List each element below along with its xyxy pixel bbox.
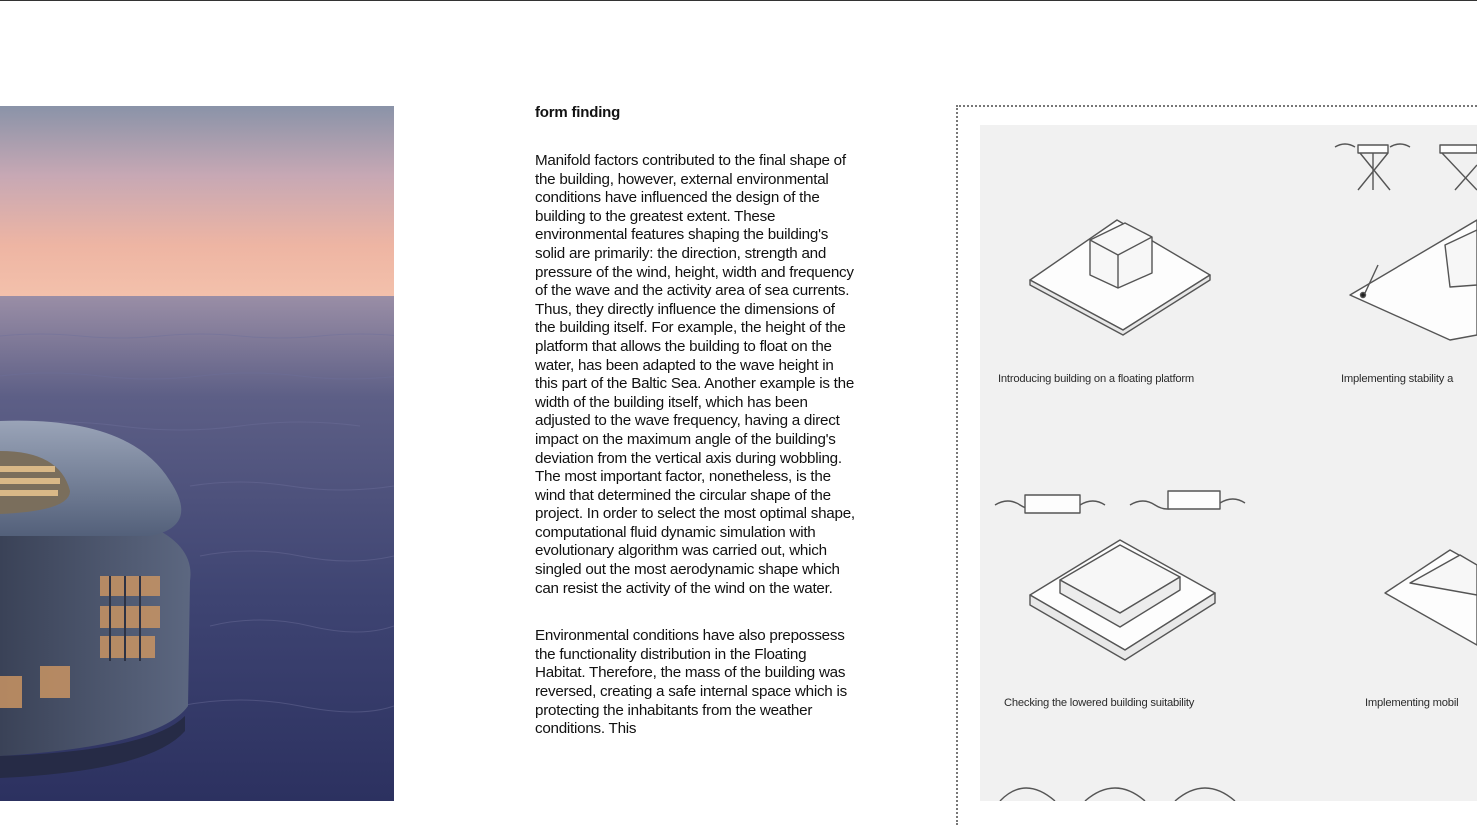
paragraph-2: Environmental conditions have also prepossess the functionality distribution in the Floating Habitat. Therefore, the mass of the building was reversed, creating a safe internal space which is protecting the inhabitants from the weather conditions. This: [535, 627, 847, 738]
floating-habitat-render: [0, 106, 394, 801]
caption-floating-platform: Introducing building on a floating platform: [998, 373, 1195, 385]
diagram-floating-platform: [1030, 220, 1210, 335]
top-rule: [0, 0, 1477, 1]
caption-lowered-building: Checking the lowered building suitability: [1004, 697, 1195, 709]
diagram-lowered-building: [995, 491, 1245, 660]
diagram-mobility: [1385, 550, 1477, 645]
caption-stability: Implementing stability a: [1341, 373, 1454, 385]
caption-mobility: Implementing mobil: [1365, 697, 1459, 709]
paragraph-1: Manifold factors contributed to the final shape of the building, however, external environmental conditions have influenced the design of the building to the greatest extent. These environmental features shaping the building's solid are primarily: the direction, strength and pressure of the wind, height, width and frequency of the wave and the activity area of sea currents. Thus, they directly influence the dimensions of the building itself. For example, the height of the platform that allows the building to float on the water, has been adapted to the wave height in this part of the Baltic Sea. Another example is the width of the building itself, which has been adjusted to the wave frequency, having a direct impact on the maximum angle of the building's deviation from the vertical axis during wobbling. The most important factor, nonetheless, is the wind that determined the circular shape of the project. In order to select the most optimal shape, computational fluid dynamic simulation with evolutionary algorithm was carried out, which singled out the most aerodynamic shape which can resist the activity of the wind on the water.: [535, 152, 855, 597]
section-heading: form finding: [535, 104, 621, 121]
diagram-stability: [1335, 144, 1477, 340]
text-column: [535, 104, 855, 768]
